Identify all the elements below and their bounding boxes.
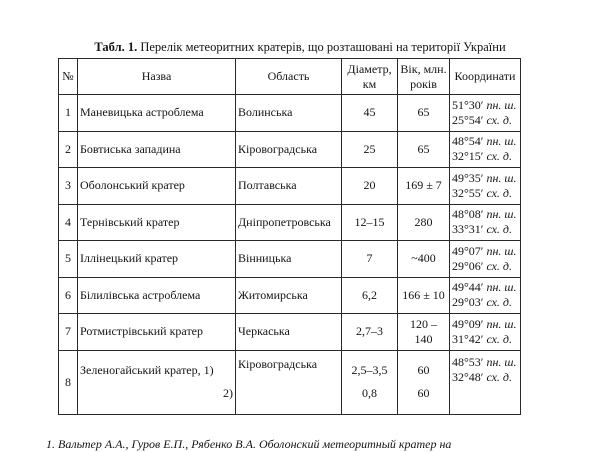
longitude-value: 29°03′ xyxy=(452,295,484,310)
cell-name: Маневицька астроблема xyxy=(78,95,236,132)
latitude-line xyxy=(452,171,518,186)
cell-age: 65 xyxy=(398,131,450,168)
latitude-line xyxy=(452,134,518,149)
latitude-value: 48°54′ xyxy=(452,134,484,149)
craters-table xyxy=(58,58,521,415)
spacer xyxy=(400,378,447,386)
spacer xyxy=(80,378,233,386)
cell-number: 4 xyxy=(59,204,78,241)
cell-age-secondary: 60 xyxy=(417,386,430,400)
latitude-value: 49°09′ xyxy=(452,316,484,331)
cell-age-primary: 60 xyxy=(417,363,430,377)
latitude-unit: пн. ш. xyxy=(486,316,517,331)
cell-coordinates xyxy=(450,168,521,205)
table-caption-label: Табл. 1. xyxy=(94,40,138,54)
table-row xyxy=(59,241,521,278)
latitude-value: 49°35′ xyxy=(452,170,484,185)
cell-age: ~400 xyxy=(398,241,450,278)
longitude-line xyxy=(452,332,518,347)
table-caption-text: Перелік метеоритних кратерів, що розташовані на території України xyxy=(140,40,506,54)
longitude-value: 25°54′ xyxy=(452,112,484,127)
header-region: Область xyxy=(236,59,342,95)
cell-coordinates xyxy=(450,241,521,278)
cell-diameter: 7 xyxy=(342,241,398,278)
latitude-line xyxy=(452,280,518,295)
cell-region: Дніпропетровська xyxy=(236,204,342,241)
cell-coordinates xyxy=(450,314,521,351)
longitude-line xyxy=(452,113,518,128)
longitude-line xyxy=(452,370,518,385)
latitude-line xyxy=(452,355,518,370)
cell-coordinates xyxy=(450,277,521,314)
cell-number: 1 xyxy=(59,95,78,132)
cell-diameter: 20 xyxy=(342,168,398,205)
latitude-line xyxy=(452,207,518,222)
longitude-line xyxy=(452,149,518,164)
cell-age: 169 ± 7 xyxy=(398,168,450,205)
cell-age: 166 ± 10 xyxy=(398,277,450,314)
cell-number: 6 xyxy=(59,277,78,314)
latitude-unit: пн. ш. xyxy=(486,170,517,185)
cell-diameter: 2,7–3 xyxy=(342,314,398,351)
cell-name: Оболонський кратер xyxy=(78,168,236,205)
latitude-unit: пн. ш. xyxy=(486,280,517,295)
longitude-unit: сх. д. xyxy=(486,149,513,164)
cell-region: Житомирська xyxy=(236,277,342,314)
table-caption xyxy=(0,40,600,55)
cell-number: 8 xyxy=(59,350,78,414)
latitude-value: 48°08′ xyxy=(452,207,484,222)
header-diameter: Діаметр, км xyxy=(342,59,398,95)
cell-coordinates xyxy=(450,95,521,132)
cell-coordinates xyxy=(450,350,521,414)
cell-number: 3 xyxy=(59,168,78,205)
longitude-unit: сх. д. xyxy=(486,112,513,127)
header-num: № xyxy=(59,59,78,95)
header-name: Назва xyxy=(78,59,236,95)
cell-number: 2 xyxy=(59,131,78,168)
cell-name: Ротмистрівський кратер xyxy=(78,314,236,351)
cell-name: Білилівська астроблема xyxy=(78,277,236,314)
latitude-unit: пн. ш. xyxy=(486,134,517,149)
cell-number: 7 xyxy=(59,314,78,351)
cell-region: Волинська xyxy=(236,95,342,132)
cell-region: Полтавська xyxy=(236,168,342,205)
table-row xyxy=(59,314,521,351)
longitude-value: 29°06′ xyxy=(452,258,484,273)
latitude-value: 48°53′ xyxy=(452,354,484,369)
longitude-line xyxy=(452,295,518,310)
latitude-line xyxy=(452,98,518,113)
longitude-unit: сх. д. xyxy=(486,258,513,273)
cell-age xyxy=(398,350,450,414)
longitude-unit: сх. д. xyxy=(486,369,513,384)
latitude-value: 51°30′ xyxy=(452,97,484,112)
longitude-line xyxy=(452,259,518,274)
table-row xyxy=(59,95,521,132)
latitude-unit: пн. ш. xyxy=(486,207,517,222)
latitude-line xyxy=(452,317,518,332)
latitude-value: 49°07′ xyxy=(452,243,484,258)
latitude-unit: пн. ш. xyxy=(486,354,517,369)
cell-diameter: 6,2 xyxy=(342,277,398,314)
cell-diameter-primary: 2,5–3,5 xyxy=(351,363,388,377)
table-row xyxy=(59,350,521,414)
table-body xyxy=(59,95,521,415)
cell-diameter: 25 xyxy=(342,131,398,168)
cell-diameter: 45 xyxy=(342,95,398,132)
cell-region: Черкаська xyxy=(236,314,342,351)
cell-diameter-secondary: 0,8 xyxy=(362,386,377,400)
longitude-value: 31°42′ xyxy=(452,331,484,346)
longitude-line xyxy=(452,186,518,201)
cell-name-secondary: 2) xyxy=(223,386,233,400)
longitude-unit: сх. д. xyxy=(486,295,513,310)
longitude-unit: сх. д. xyxy=(486,331,513,346)
header-age: Вік, млн. років xyxy=(398,59,450,95)
spacer xyxy=(344,378,395,386)
cell-age: 65 xyxy=(398,95,450,132)
cell-age: 120 – 140 xyxy=(398,314,450,351)
cell-name: Тернівський кратер xyxy=(78,204,236,241)
cell-coordinates xyxy=(450,204,521,241)
longitude-unit: сх. д. xyxy=(486,222,513,237)
cell-diameter: 12–15 xyxy=(342,204,398,241)
longitude-unit: сх. д. xyxy=(486,185,513,200)
latitude-value: 49°44′ xyxy=(452,280,484,295)
cell-number: 5 xyxy=(59,241,78,278)
cell-region: Кіровоградська xyxy=(236,131,342,168)
cell-diameter xyxy=(342,350,398,414)
table-row xyxy=(59,168,521,205)
longitude-value: 32°55′ xyxy=(452,185,484,200)
latitude-unit: пн. ш. xyxy=(486,97,517,112)
longitude-line xyxy=(452,222,518,237)
cell-name xyxy=(78,350,236,414)
table-row xyxy=(59,131,521,168)
cell-name: Бовтиська западина xyxy=(78,131,236,168)
cell-age: 280 xyxy=(398,204,450,241)
longitude-value: 32°15′ xyxy=(452,149,484,164)
header-row xyxy=(59,59,521,95)
cell-region: Вінницька xyxy=(236,241,342,278)
cell-coordinates xyxy=(450,131,521,168)
longitude-value: 33°31′ xyxy=(452,222,484,237)
cell-region: Кіровоградська xyxy=(236,350,342,414)
table-row xyxy=(59,204,521,241)
table-row xyxy=(59,277,521,314)
latitude-unit: пн. ш. xyxy=(486,243,517,258)
latitude-line xyxy=(452,244,518,259)
cell-name: Іллінецький кратер xyxy=(78,241,236,278)
cell-name-primary: Зеленогайський кратер, 1) xyxy=(80,363,214,377)
footnote: 1. Вальтер А.А., Гуров Е.П., Рябенко В.А. Оболонский метеоритный кратер на xyxy=(46,437,452,451)
longitude-value: 32°48′ xyxy=(452,369,484,384)
header-coords: Координати xyxy=(450,59,521,95)
